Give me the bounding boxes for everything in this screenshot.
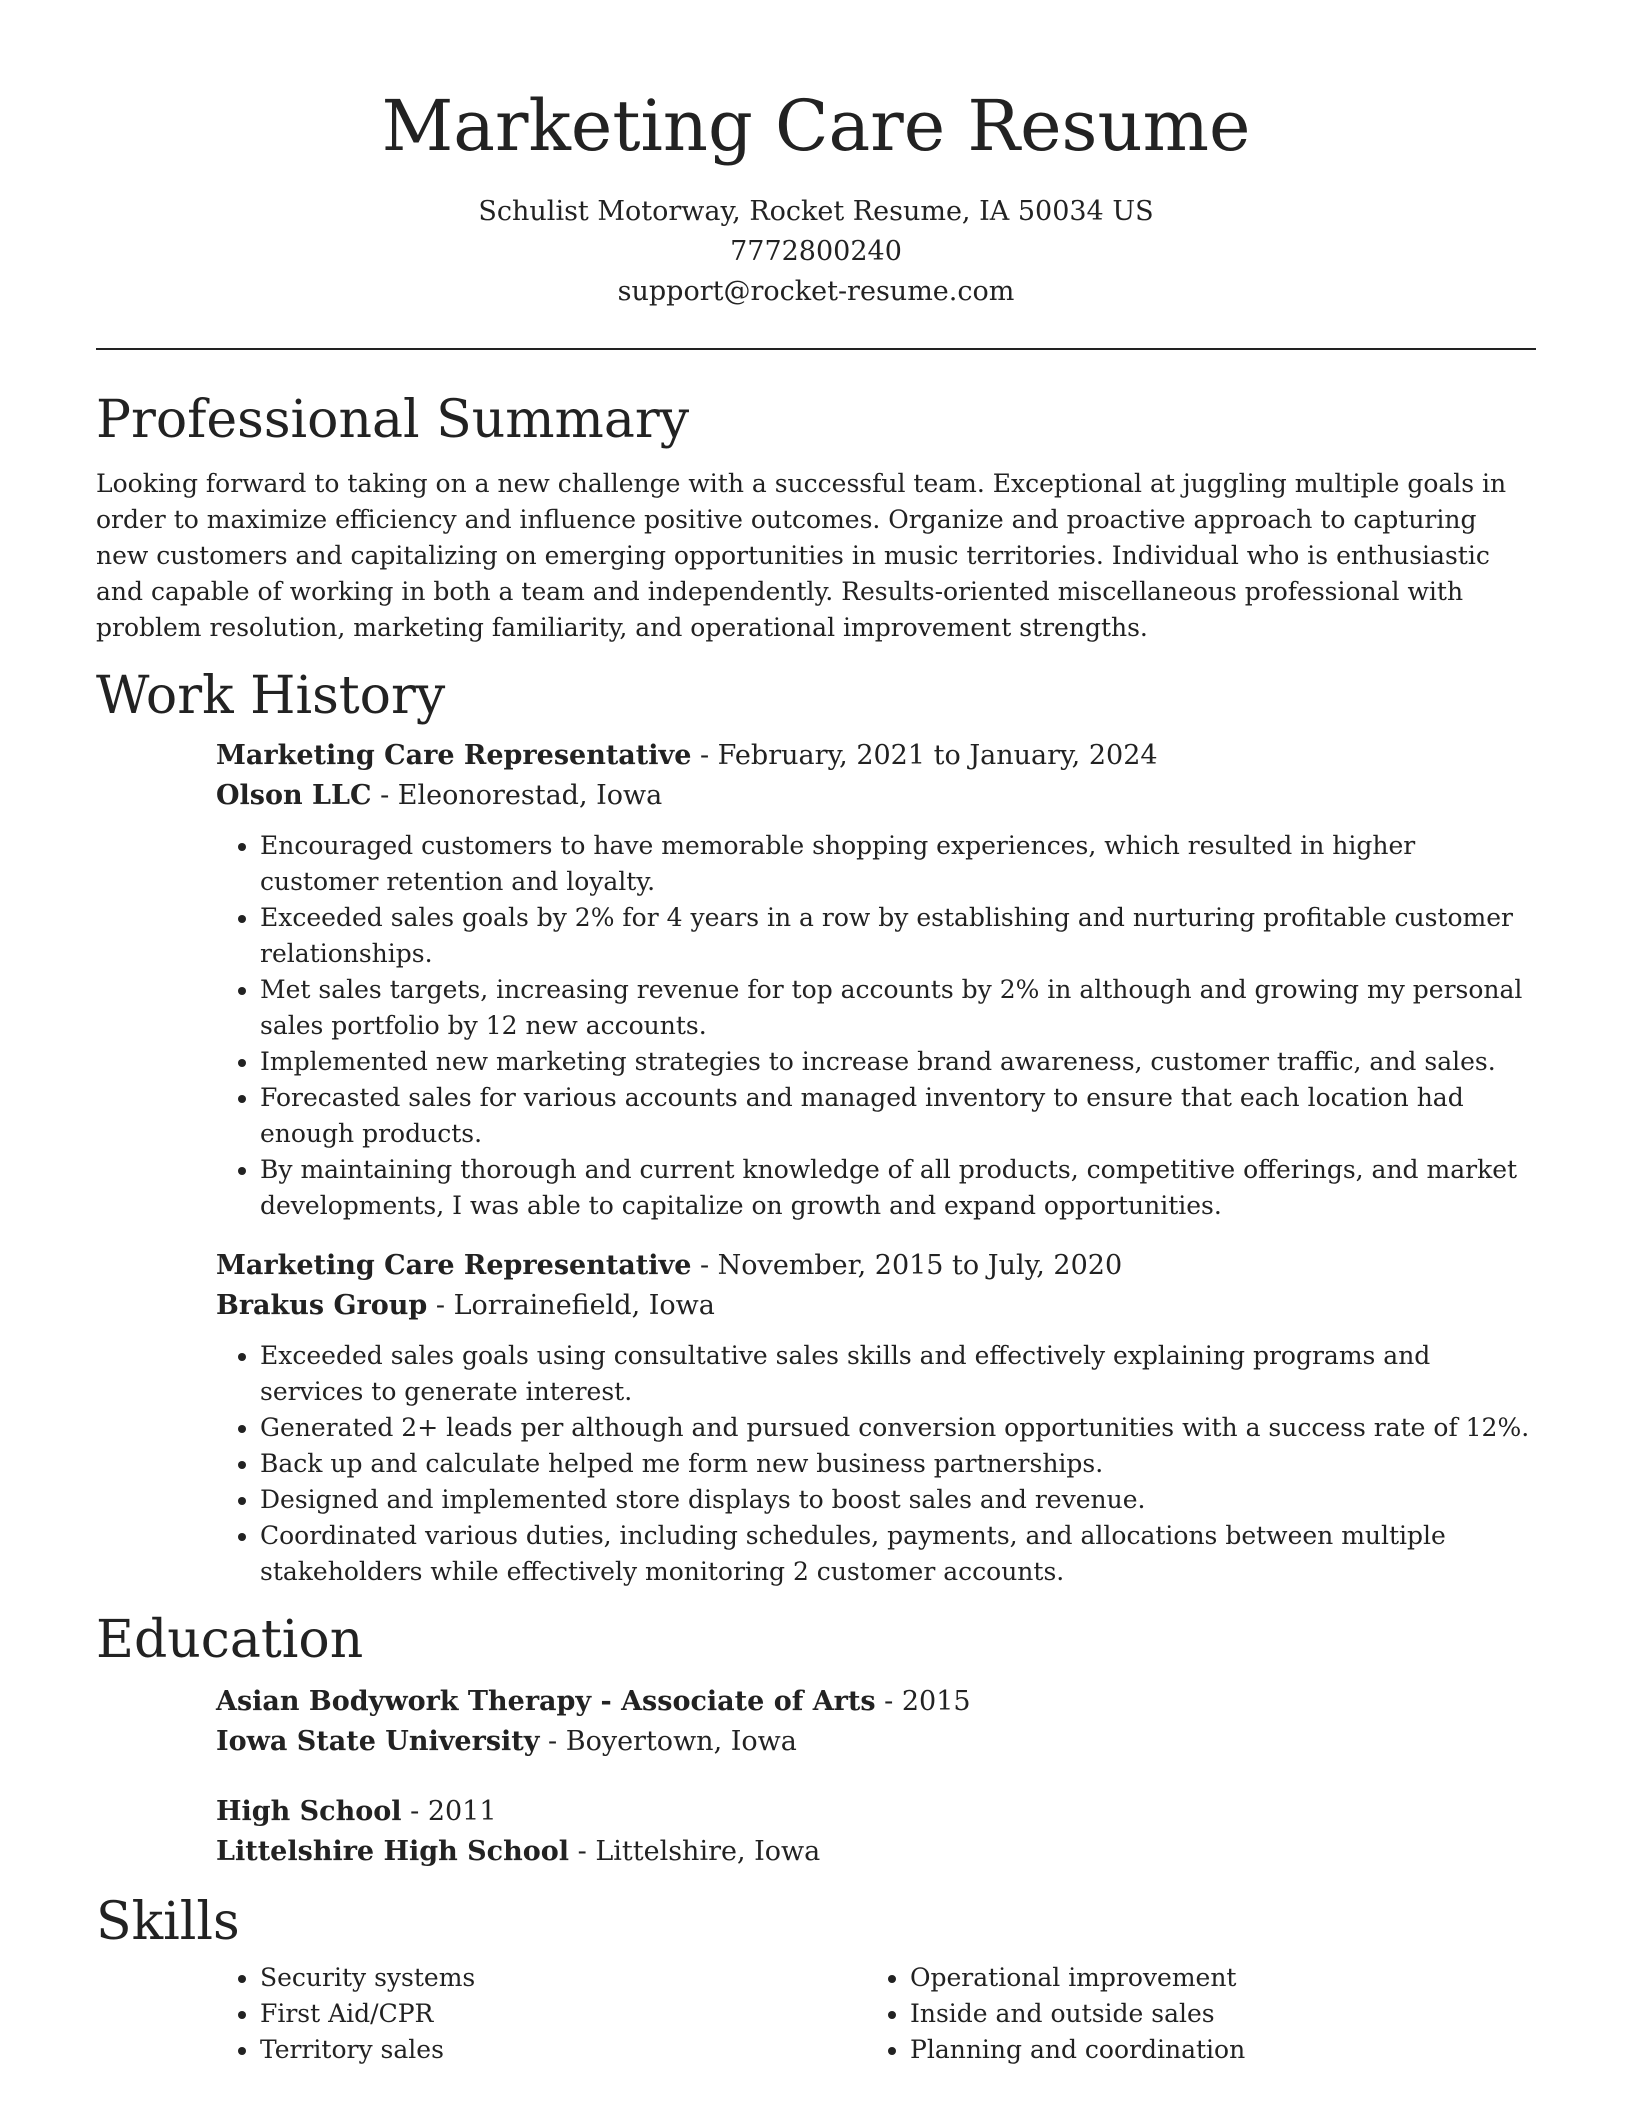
header-divider: [96, 348, 1536, 350]
education-degree: High School: [216, 1796, 402, 1827]
job-title-line: [216, 1246, 1536, 1286]
job-entry: [216, 736, 1536, 1224]
contact-phone: 7772800240: [730, 236, 902, 267]
resume-page: [96, 0, 1536, 2068]
education-school-line: [216, 1722, 1536, 1762]
job-bullet: • Implemented new marketing strategies to increase brand awareness, customer traffic, and sales.: [260, 1044, 1536, 1080]
education-year: - 2011: [401, 1796, 497, 1827]
job-location: - Eleonorestad, Iowa: [371, 780, 663, 811]
skill-item: • Inside and outside sales: [910, 1996, 1516, 2032]
job-location: - Lorrainefield, Iowa: [427, 1290, 715, 1321]
education-school: Littelshire High School: [216, 1836, 570, 1867]
job-bullet: • Coordinated various duties, including schedules, payments, and allocations between multiple stakeholders while effectively monitoring 2 customer accounts.: [260, 1518, 1536, 1590]
skill-item: • Security systems: [260, 1960, 866, 1996]
education-degree: Asian Bodywork Therapy - Associate of Arts: [216, 1686, 876, 1717]
job-entry: [216, 1246, 1536, 1590]
job-dates: - November, 2015 to July, 2020: [691, 1250, 1123, 1281]
job-bullet: • Met sales targets, increasing revenue for top accounts by 2% in although and growing my personal sales portfolio by 12 new accounts.: [260, 972, 1536, 1044]
education-heading: Education: [96, 1610, 364, 1670]
job-company: Brakus Group: [216, 1290, 428, 1321]
summary-heading: Professional Summary: [96, 390, 690, 450]
skills-heading: Skills: [96, 1892, 240, 1952]
job-bullets: [216, 828, 1536, 1224]
job-bullet: • Designed and implemented store displays to boost sales and revenue.: [260, 1482, 1536, 1518]
education-entry: [216, 1792, 1536, 1872]
job-bullet: • By maintaining thorough and current knowledge of all products, competitive offerings, and market developments, I was able to capitalize on growth and expand opportunities.: [260, 1152, 1536, 1224]
skill-item: • Planning and coordination: [910, 2032, 1516, 2068]
job-bullet: • Encouraged customers to have memorable shopping experiences, which resulted in higher customer retention and loyalty.: [260, 828, 1536, 900]
job-bullet: • Generated 2+ leads per although and pursued conversion opportunities with a success rate of 12%.: [260, 1410, 1536, 1446]
job-bullet: • Exceeded sales goals by 2% for 4 years in a row by establishing and nurturing profitable customer relationships.: [260, 900, 1536, 972]
job-title: Marketing Care Representative: [216, 1250, 692, 1281]
job-bullet: • Exceeded sales goals using consultative sales skills and effectively explaining programs and services to generate interest.: [260, 1338, 1536, 1410]
resume-title: Marketing Care Resume: [381, 85, 1251, 167]
job-dates: - February, 2021 to January, 2024: [691, 740, 1158, 771]
job-title-line: [216, 736, 1536, 776]
education-year: - 2015: [875, 1686, 971, 1717]
education-location: - Boyertown, Iowa: [539, 1726, 797, 1757]
education-location: - Littelshire, Iowa: [569, 1836, 821, 1867]
contact-block: [96, 192, 1536, 312]
skill-item: • Territory sales: [260, 2032, 866, 2068]
skill-item: • First Aid/CPR: [260, 1996, 866, 2032]
job-bullet: • Forecasted sales for various accounts and managed inventory to ensure that each location had enough products.: [260, 1080, 1536, 1152]
job-company: Olson LLC: [216, 780, 372, 811]
job-company-line: [216, 1286, 1536, 1326]
job-bullet: • Back up and calculate helped me form new business partnerships.: [260, 1446, 1536, 1482]
contact-email: support@rocket-resume.com: [617, 276, 1015, 307]
education-degree-line: [216, 1792, 1536, 1832]
education-entry: [216, 1682, 1536, 1762]
skills-column-right: [866, 1960, 1516, 2068]
job-bullets: [216, 1338, 1536, 1590]
job-title: Marketing Care Representative: [216, 740, 692, 771]
job-company-line: [216, 776, 1536, 816]
education-school-line: [216, 1832, 1536, 1872]
summary-text: Looking forward to taking on a new challenge with a successful team. Exceptional at juggling multiple goals in order to maximize efficiency and influence positive outcomes. Organize and proactive approach to capturing new customers and capitalizing on emerging opportunities in music territories. Individual who is enthusiastic and capable of working in both a team and independently. Results-oriented miscellaneous professional with problem resolution, marketing familiarity, and operational improvement strengths.: [96, 469, 1507, 642]
skills-column-left: [216, 1960, 866, 2068]
skill-item: • Operational improvement: [910, 1960, 1516, 1996]
education-school: Iowa State University: [216, 1726, 540, 1757]
work-history-heading: Work History: [96, 666, 446, 726]
education-degree-line: [216, 1682, 1536, 1722]
skills-list: [216, 1960, 1536, 2068]
contact-address: Schulist Motorway, Rocket Resume, IA 50034 US: [478, 196, 1154, 227]
